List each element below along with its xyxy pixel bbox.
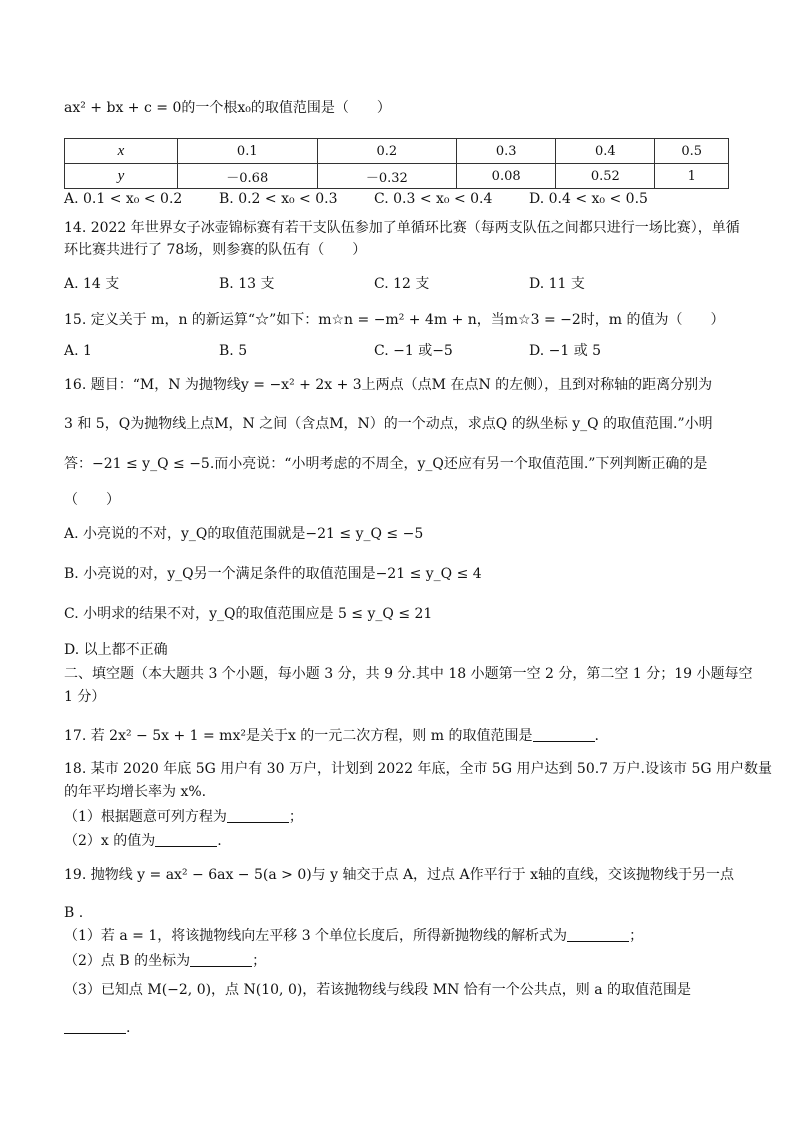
q19-sub-1-end: ； [629,928,644,944]
q15-option-b: B. 5 [219,343,248,359]
q16-option-a: A. 小亮说的不对，y_Q的取值范围就是−21 ≤ y_Q ≤ −5 [64,526,424,542]
q14-option-b: B. 13 支 [219,276,275,292]
q18-sub-2-end: . [217,833,222,849]
q14-option-a: A. 14 支 [64,276,120,292]
q15-line-1: 15. 定义关于 m，n 的新运算“☆”如下：m☆n = −m² + 4m + n，当m☆3 = −2时，m 的值为（ ） [64,312,725,328]
q14-option-d: D. 11 支 [529,276,585,292]
table-cell: y [65,164,178,189]
q15-option-c: C. −1 或−5 [374,343,453,359]
q15-options [64,341,684,361]
q18-sub-2-text: （2）x 的值为 [64,833,156,849]
q19-sub-3: （3）已知点 M(−2, 0)，点 N(10, 0)，若该抛物线与线段 MN 恰有一个公共点，则 a 的取值范围是 [64,982,692,998]
q14-option-c: C. 12 支 [374,276,430,292]
q16-line-3: 答：−21 ≤ y_Q ≤ −5.而小亮说：“小明考虑的不周全，y_Q还应有另一个取值范围.”下列判断正确的是 [64,456,708,472]
q19-line-2: B . [64,905,84,921]
q18-sub-2-blank[interactable] [155,832,217,847]
table-cell: －0.68 [178,164,318,189]
table-cell: 0.4 [556,139,655,164]
table-cell: 0.1 [178,139,318,164]
q19-sub-2-end: ； [252,953,267,969]
q19-sub-1-text: （1）若 a = 1，将该抛物线向左平移 3 个单位长度后，所得新抛物线的解析式为 [64,928,568,944]
q19-sub-3-end: . [126,1020,131,1036]
q15-option-a: A. 1 [64,343,92,359]
table-cell: 0.52 [556,164,655,189]
q19-sub-2-text: （2）点 B 的坐标为 [64,953,191,969]
q18-line-1: 18. 某市 2020 年底 5G 用户有 30 万户，计划到 2022 年底，全市 5G 用户达到 50.7 万户.设该市 5G 用户数量 [64,761,772,777]
q19-line-1: 19. 抛物线 y = ax² − 6ax − 5(a > 0)与 y 轴交于点 A，过点 A作平行于 x轴的直线，交该抛物线于另一点 [64,867,734,883]
table-cell: －0.32 [317,164,457,189]
table-cell: x [65,139,178,164]
q18-sub-1-text: （1）根据题意可列方程为 [64,809,227,825]
q14-line-2: 环比赛共进行了 78场，则参赛的队伍有（ ） [64,242,367,258]
q16-line-2: 3 和 5，Q为抛物线上点M，N 之间（含点M，N）的一个动点，求点Q 的纵坐标 y_Q 的取值范围.”小明 [64,416,713,432]
q17-end: . [594,728,599,744]
section2-line-2: 1 分） [64,689,106,705]
q13-option-c: C. 0.3 < x₀ < 0.4 [374,191,493,207]
table-cell: 0.5 [655,139,729,164]
q19-sub-1 [64,926,643,946]
q17-text: 17. 若 2x² − 5x + 1 = mx²是关于x 的一元二次方程，则 m 的取值范围是 [64,728,533,744]
q13-table [64,138,729,189]
table-cell: 0.2 [317,139,457,164]
q18-sub-1-blank[interactable] [227,808,289,823]
q19-sub-3-blank[interactable] [64,1019,126,1034]
q16-option-c: C. 小明求的结果不对，y_Q的取值范围应是 5 ≤ y_Q ≤ 21 [64,606,433,622]
q13-option-b: B. 0.2 < x₀ < 0.3 [219,191,338,207]
q18-sub-1-end: ； [288,809,303,825]
q17 [64,726,599,746]
q16-option-d: D. 以上都不正确 [64,642,168,658]
table-cell: 1 [655,164,729,189]
q14-line-1: 14. 2022 年世界女子冰壶锦标赛有若干支队伍参加了单循环比赛（每两支队伍之间都只进行一场比赛），单循 [64,220,740,236]
q18-sub-1 [64,807,303,827]
section2-line-1: 二、填空题（本大题共 3 个小题，每小题 3 分，共 9 分.其中 18 小题第一空 2 分，第二空 1 分；19 小题每空 [64,666,753,682]
q17-answer-blank[interactable] [533,727,595,742]
table-row [65,164,729,189]
q14-options [64,274,684,294]
q13-options [64,189,684,209]
q13-stem: ax² + bx + c = 0的一个根x₀的取值范围是（ ） [64,100,391,116]
q15-option-d: D. −1 或 5 [529,343,602,359]
q16-option-b: B. 小亮说的对，y_Q另一个满足条件的取值范围是−21 ≤ y_Q ≤ 4 [64,566,482,582]
q13-option-d: D. 0.4 < x₀ < 0.5 [529,191,648,207]
table-cell: 0.3 [457,139,556,164]
q16-line-4: （ ） [64,492,120,508]
q18-line-2: 的年平均增长率为 x%. [64,784,207,800]
q18-sub-2 [64,831,222,851]
q19-sub-3-answer [64,1018,130,1038]
q13-option-a: A. 0.1 < x₀ < 0.2 [64,191,183,207]
q19-sub-1-blank[interactable] [567,927,629,942]
q16-line-1: 16. 题目：“M，N 为抛物线y = −x² + 2x + 3上两点（点M 在点N 的左侧），且到对称轴的距离分别为 [64,377,713,393]
q19-sub-2 [64,951,266,971]
table-cell: 0.08 [457,164,556,189]
table-row [65,139,729,164]
q19-sub-2-blank[interactable] [190,952,252,967]
